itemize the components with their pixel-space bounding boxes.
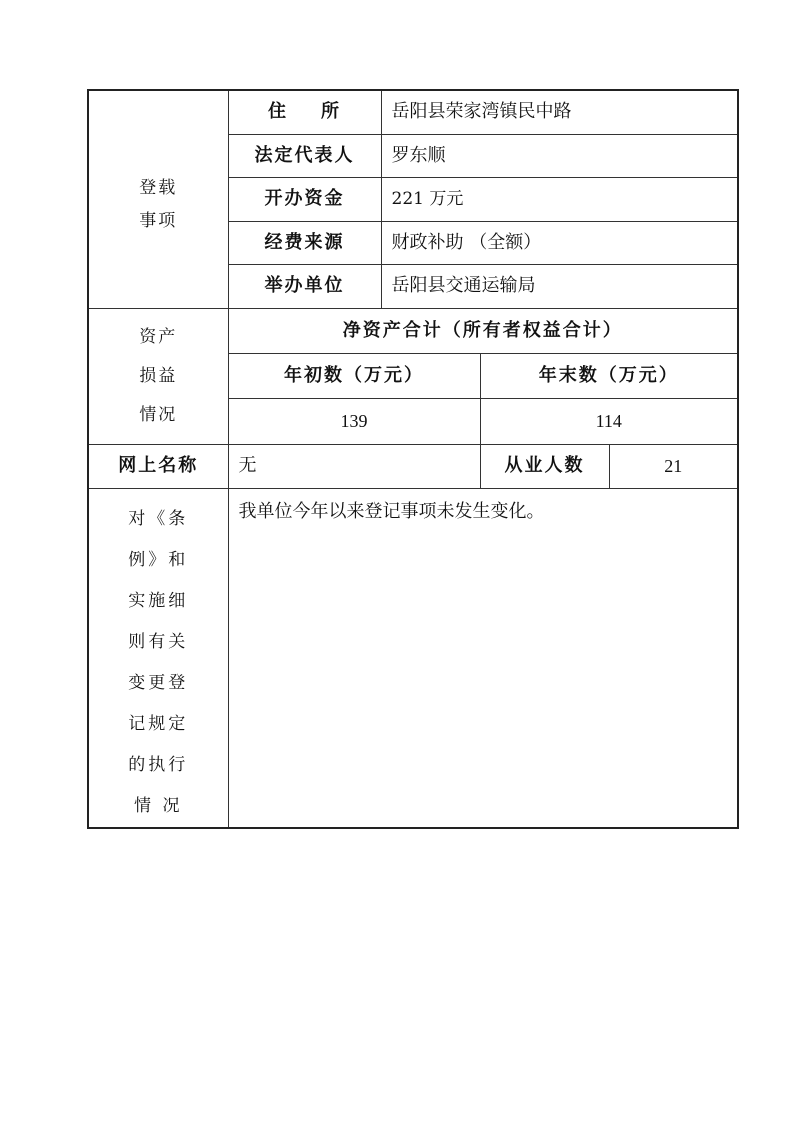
registration-label-line2: 事项	[139, 211, 178, 232]
compliance-label	[88, 488, 228, 828]
capital-value: 221 万元	[381, 177, 738, 221]
compliance-label-line: 则有关	[128, 631, 189, 652]
compliance-label-line: 实施细	[128, 590, 189, 611]
begin-year-header: 年初数（万元）	[228, 353, 480, 398]
address-value: 岳阳县荣家湾镇民中路	[381, 90, 738, 134]
address-label: 住 所	[228, 90, 381, 134]
compliance-label-line: 记规定	[128, 713, 189, 734]
funding-source-value: 财政补助 （全额）	[381, 221, 738, 264]
annual-report-table	[87, 89, 739, 829]
staff-count-label: 从业人数	[480, 444, 609, 488]
end-year-value: 114	[480, 398, 738, 444]
online-name-value: 无	[228, 444, 480, 488]
registration-section-label	[88, 90, 228, 308]
legal-rep-value: 罗东顺	[381, 134, 738, 177]
legal-rep-label: 法定代表人	[228, 134, 381, 177]
compliance-label-line: 情 况	[134, 795, 183, 816]
staff-count-value: 21	[609, 444, 738, 488]
assets-label-line2: 损益	[139, 365, 178, 386]
online-name-label: 网上名称	[88, 444, 228, 488]
sponsor-value: 岳阳县交通运输局	[381, 264, 738, 308]
compliance-value: 我单位今年以来登记事项未发生变化。	[228, 488, 738, 828]
registration-label-line1: 登载	[139, 178, 178, 199]
compliance-label-line: 变更登	[128, 672, 189, 693]
assets-section-label	[88, 308, 228, 444]
assets-label-line3: 情况	[139, 404, 178, 425]
net-assets-header: 净资产合计（所有者权益合计）	[228, 308, 738, 353]
compliance-label-line: 例》和	[128, 549, 189, 570]
begin-year-value: 139	[228, 398, 480, 444]
compliance-label-line: 对《条	[128, 508, 189, 529]
capital-label: 开办资金	[228, 177, 381, 221]
funding-source-label: 经费来源	[228, 221, 381, 264]
compliance-label-line: 的执行	[128, 754, 189, 775]
sponsor-label: 举办单位	[228, 264, 381, 308]
end-year-header: 年末数（万元）	[480, 353, 738, 398]
assets-label-line1: 资产	[139, 326, 178, 347]
